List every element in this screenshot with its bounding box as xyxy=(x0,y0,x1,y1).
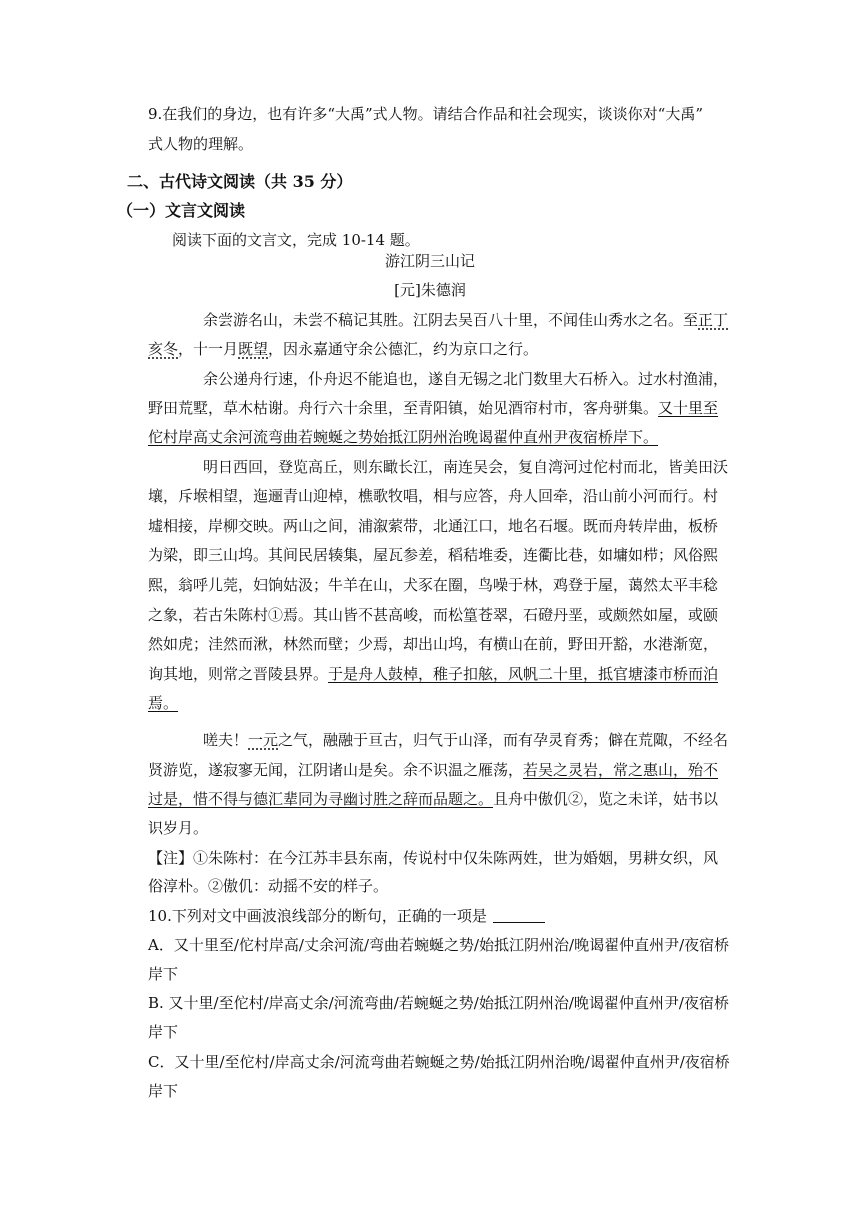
passage-p3-line-8 xyxy=(148,664,718,684)
passage-p2-line-1: 余公递舟行速，仆舟迟不能追也，遂自无锡之北门数里大石桥入。过水村渔浦， xyxy=(203,370,729,388)
dotted-term: 一元 xyxy=(248,731,279,749)
text: ，览之未详，姑书以 xyxy=(583,790,719,808)
dotted-term: 正丁 xyxy=(698,311,729,329)
text: 询其地，则常之晋陵县界。 xyxy=(148,665,329,683)
underlined-sentence: 若吴之灵岩，常之惠山，殆不 xyxy=(523,761,719,779)
passage-p3-line-7: 然如虎；洼然而湫，林然而壁；少焉，却出山坞，有横山在前，野田开豁，水港渐宽， xyxy=(148,635,719,653)
section-2-title: 二、古代诗文阅读（共 35 分） xyxy=(127,172,353,191)
answer-blank xyxy=(493,908,545,923)
passage-p4-line-1 xyxy=(203,730,728,750)
passage-p3-line-3: 墟相接，岸柳交映。两山之间，浦溆萦带，北通江口，地名石堰。既而舟转岸曲，板桥 xyxy=(148,517,719,535)
q10-option-c-line-2: 岸下 xyxy=(148,1082,179,1100)
text: 焉。其山皆不甚高峻，而松篁苍翠，石磴丹垩，或颇然如屋，或颐 xyxy=(283,606,719,624)
text: 嗟夫！ xyxy=(203,731,249,749)
q10-option-c-line-1: C．又十里/至佗村/岸高丈余/河流弯曲若蜿蜒之势/始抵江阴州治晚/谒翟仲直州尹/夜宿桥 xyxy=(148,1053,730,1071)
passage-p4-line-3 xyxy=(148,789,718,809)
q10-stem-text: 10.下列对文中画波浪线部分的断句，正确的一项是 xyxy=(148,907,487,925)
passage-p1-line-1 xyxy=(203,310,728,330)
text: 余尝游名山，未尝不稿记其胜。江阴去吴百八十里，不闻佳山秀水之名。至 xyxy=(203,311,699,329)
text: 之气，融融于亘古，归气于山泽，而有孕灵育秀；僻在荒陬，不经名 xyxy=(278,731,729,749)
passage-p3-line-4: 为梁，即三山坞。其间民居辏集，屋瓦参差，稻秸堆委，连衢比巷，如墉如栉；风俗熙 xyxy=(148,546,719,564)
text: ，因永嘉通守余公德汇，约为京口之行。 xyxy=(268,340,539,358)
dotted-term: 既望 xyxy=(238,340,269,358)
text: 且舟中傲仉 xyxy=(493,790,569,808)
passage-p4-line-2 xyxy=(148,760,718,780)
q10-option-a-line-2: 岸下 xyxy=(148,965,179,983)
underlined-sentence: 过是，惜不得与德汇辈同为寻幽讨胜之辞而品题之。 xyxy=(148,790,494,808)
footnote-marker: ② xyxy=(568,790,584,808)
subsection-1-title: （一）文言文阅读 xyxy=(117,201,246,220)
text: 之象，若古朱陈村 xyxy=(148,606,269,624)
passage-p3-line-9: 焉。 xyxy=(148,694,179,712)
passage-p3-line-6 xyxy=(148,605,718,625)
passage-p1-line-2 xyxy=(148,339,538,359)
footnote-marker: ① xyxy=(268,606,284,624)
q10-option-b-line-2: 岸下 xyxy=(148,1023,179,1041)
underlined-sentence: 于是舟人鼓棹，稚子扣舷，风帆二十里，抵官塘漆市桥而泊 xyxy=(328,665,719,683)
passage-p3-line-5: 熙，翁呼儿莞，妇饷姑汲；牛羊在山，犬豕在圈，鸟噪于林，鸡登于屋，蔼然太平丰稔 xyxy=(148,576,719,594)
q10-option-b-line-1: B. 又十里/至佗村/岸高丈余/河流弯曲/若蜿蜒之势/始抵江阴州治/晚谒翟仲直州尹/夜宿桥 xyxy=(148,994,729,1012)
instruction: 阅读下面的文言文，完成 10-14 题。 xyxy=(172,231,420,249)
text: 野田荒墅，草木枯谢。舟行六十余里，至青阳镇，始见酒帘村市，客舟骈集。 xyxy=(148,399,659,417)
passage-title: 游江阴三山记 xyxy=(384,252,475,270)
wavy-underlined-text: 又十里至 xyxy=(658,399,719,417)
passage-p3-line-2: 壤，斥堠相望，迤逦青山迎棹，樵歌牧唱，相与应答，舟人回牵，沿山前小河而行。村 xyxy=(148,487,719,505)
q10-stem xyxy=(148,906,545,926)
text: ，十一月 xyxy=(178,340,239,358)
text: 贤游览，遂寂寥无闻，江阴诸山是矣。余不识温之雁荡， xyxy=(148,761,524,779)
q10-option-a-line-1: A．又十里至/佗村岸高/丈余河流/弯曲若蜿蜒之势/始抵江阴州治/晚谒翟仲直州尹/夜宿桥 xyxy=(148,936,730,954)
note-line-1: 【注】①朱陈村：在今江苏丰县东南，传说村中仅朱陈两姓，世为婚姻，男耕女织，风 xyxy=(148,849,719,867)
q9-line-2: 式人物的理解。 xyxy=(148,135,254,153)
passage-p4-line-4: 识岁月。 xyxy=(148,819,209,837)
passage-p2-line-2 xyxy=(148,398,718,418)
q9-line-1: 9.在我们的身边，也有许多“大禹”式人物。请结合作品和社会现实，谈谈你对“大禹” xyxy=(148,105,703,123)
dotted-term: 亥冬 xyxy=(148,340,179,358)
passage-p3-line-1: 明日西回，登览高丘，则东瞰长江，南连吴会，复自湾河过佗村而北，皆美田沃 xyxy=(203,458,729,476)
note-line-2: 俗淳朴。②傲仉：动摇不安的样子。 xyxy=(148,877,389,895)
passage-author: [元]朱德润 xyxy=(394,281,466,299)
passage-p2-line-3: 佗村岸高丈余河流弯曲若蜿蜒之势始抵江阴州治晚谒翟仲直州尹夜宿桥岸下。 xyxy=(148,428,659,446)
